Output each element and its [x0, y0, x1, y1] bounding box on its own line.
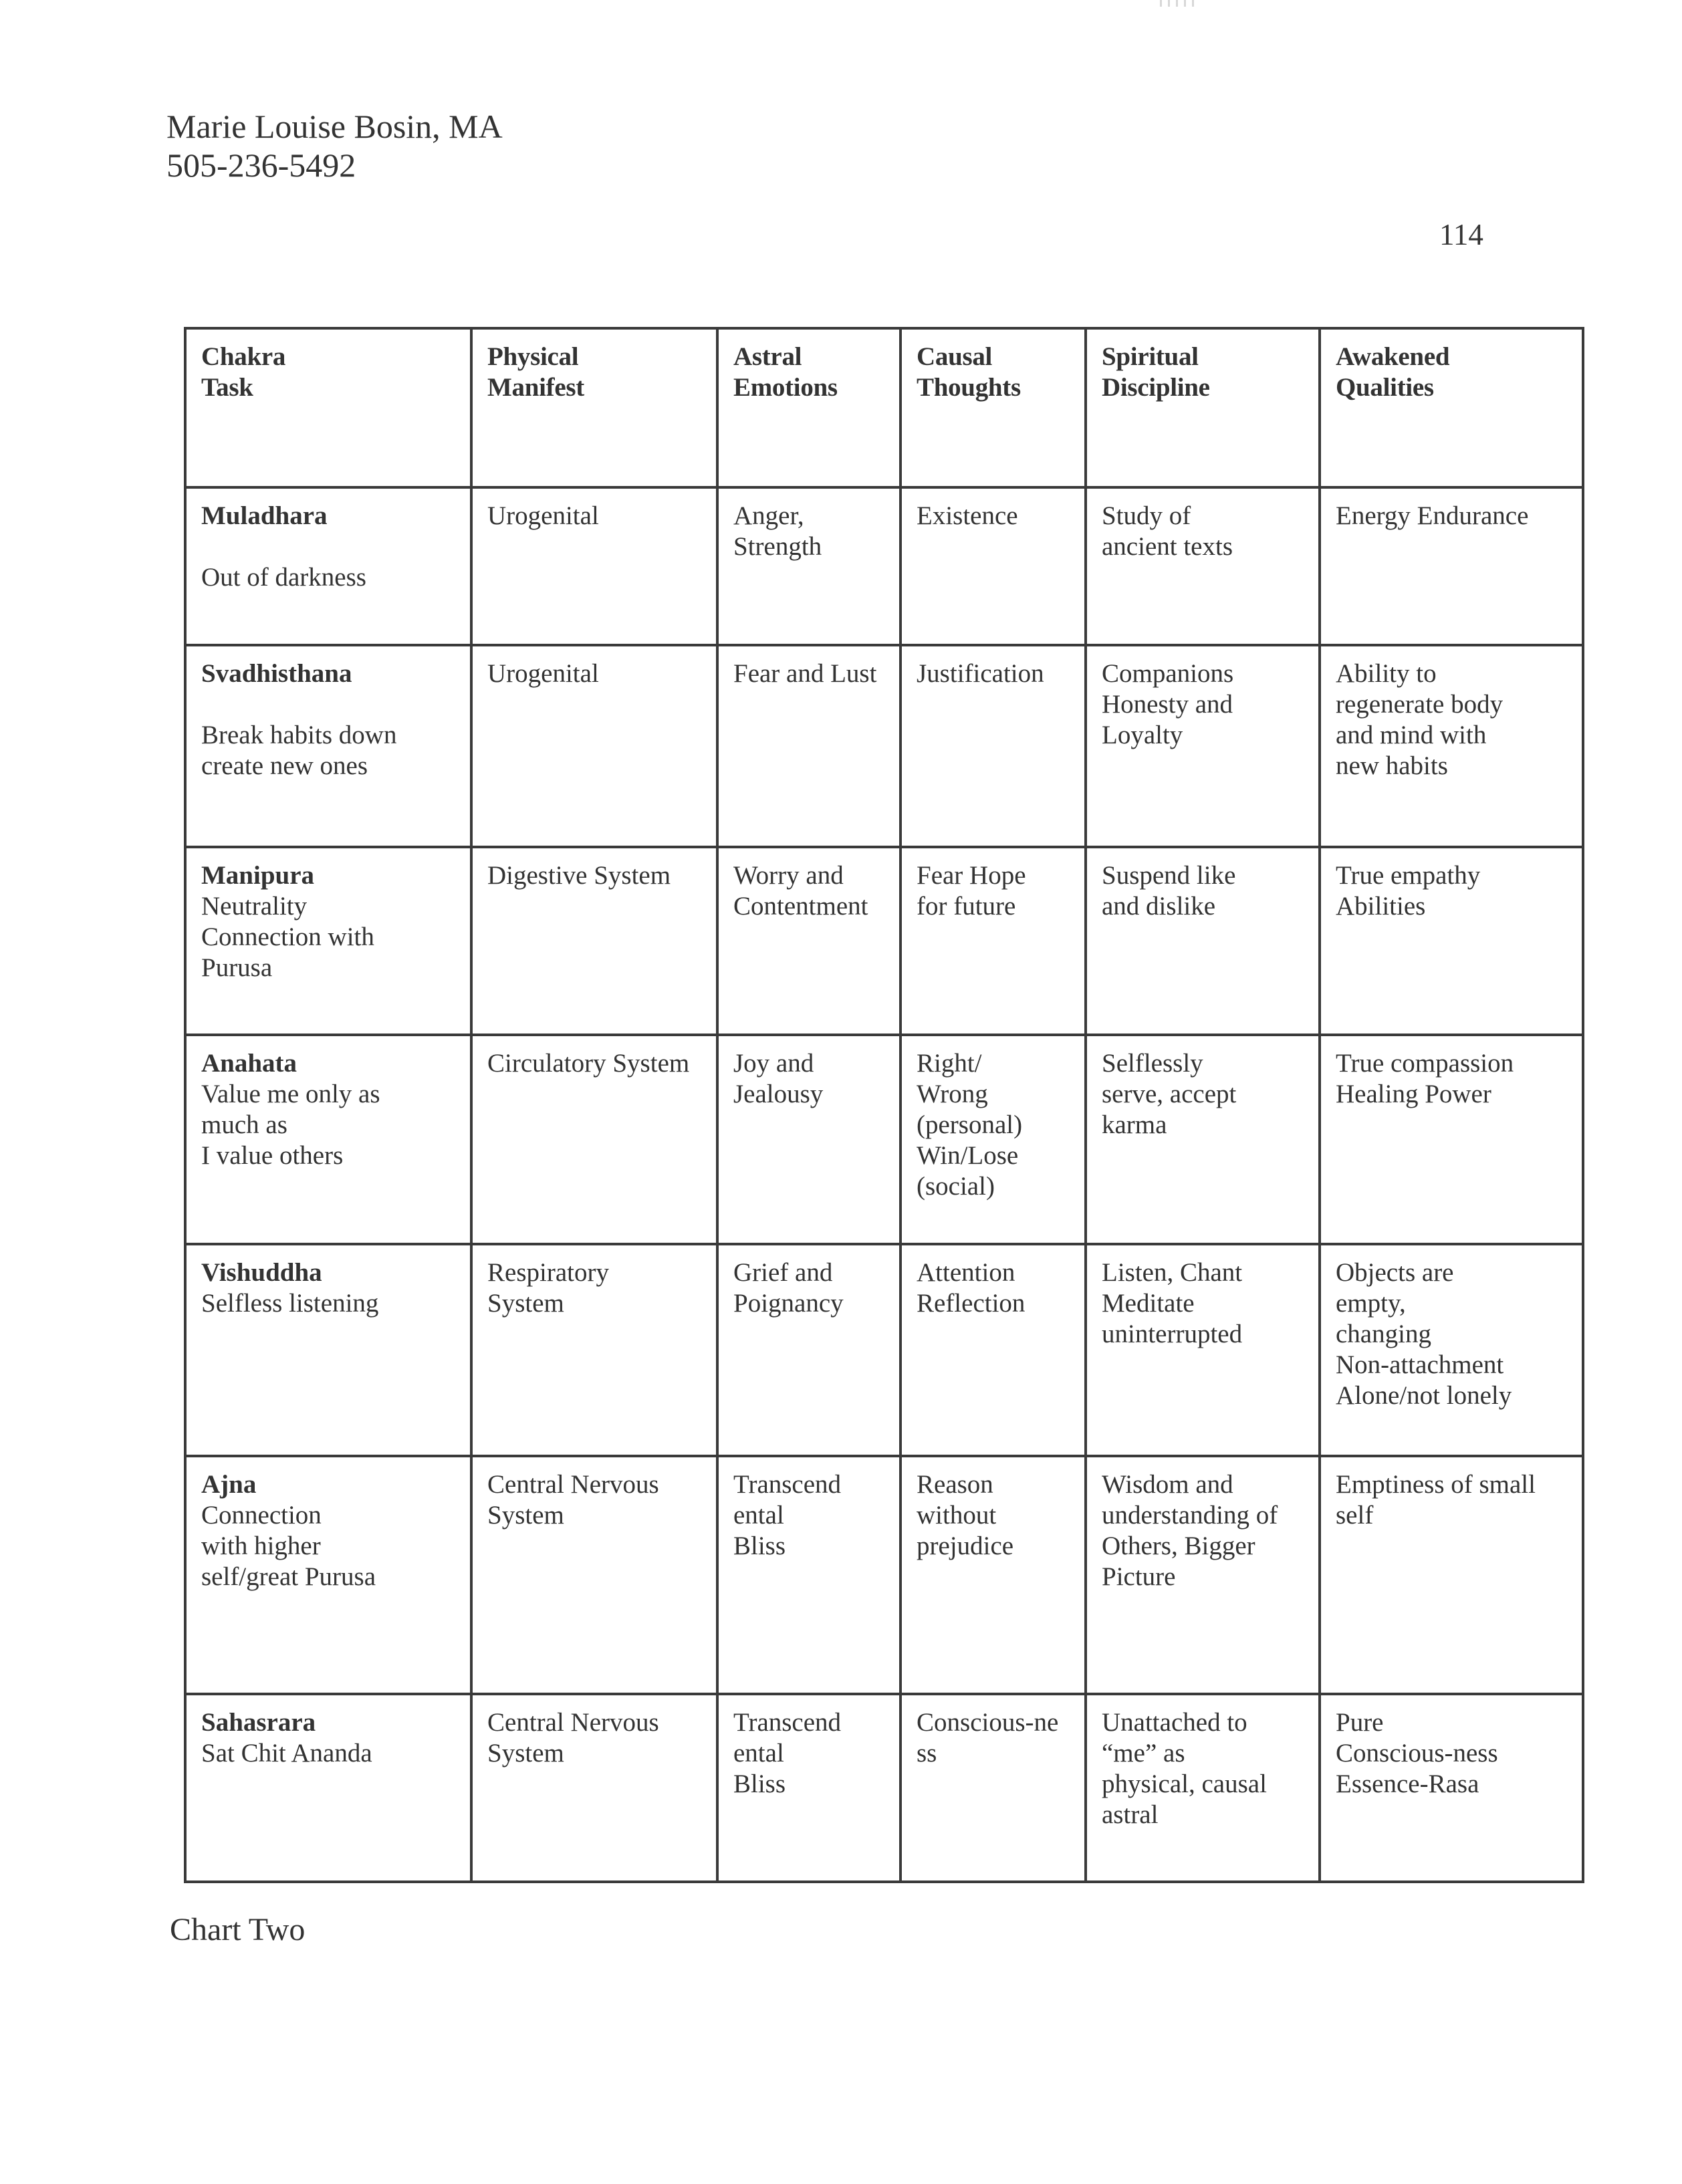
spacer	[201, 689, 457, 720]
column-header-causal-thoughts: Causal Thoughts	[900, 328, 1086, 487]
column-header-physical-manifest: Physical Manifest	[471, 328, 717, 487]
table-row	[185, 1694, 1583, 1882]
table-row	[185, 1035, 1583, 1244]
astral-emotions-cell: Worry and Contentment	[717, 847, 900, 1035]
table-row	[185, 487, 1583, 645]
causal-thoughts-cell: Fear Hope for future	[900, 847, 1086, 1035]
physical-manifest-cell: Digestive System	[471, 847, 717, 1035]
spiritual-discipline-cell: Listen, Chant Meditate uninterrupted	[1086, 1244, 1320, 1456]
spiritual-discipline-cell: Companions Honesty and Loyalty	[1086, 645, 1320, 847]
table-header-row	[185, 328, 1583, 487]
physical-manifest-cell: Urogenital	[471, 645, 717, 847]
astral-emotions-cell: Fear and Lust	[717, 645, 900, 847]
chakra-task: Neutrality Connection with Purusa	[201, 892, 374, 982]
awakened-qualities-cell: Ability to regenerate body and mind with new habits	[1320, 645, 1583, 847]
chart-caption: Chart Two	[170, 1912, 306, 1947]
spacer	[201, 531, 457, 562]
page-number: 114	[1439, 218, 1483, 251]
chakra-task-cell	[185, 1035, 471, 1244]
chakra-task-cell	[185, 847, 471, 1035]
physical-manifest-cell: Central Nervous System	[471, 1456, 717, 1694]
physical-manifest-cell: Central Nervous System	[471, 1694, 717, 1882]
chakra-task: Selfless listening	[201, 1289, 379, 1318]
astral-emotions-cell: Grief and Poignancy	[717, 1244, 900, 1456]
column-header-awakened-qualities: Awakened Qualities	[1320, 328, 1583, 487]
causal-thoughts-cell: Conscious-ne ss	[900, 1694, 1086, 1882]
awakened-qualities-cell: True compassion Healing Power	[1320, 1035, 1583, 1244]
spiritual-discipline-cell: Study of ancient texts	[1086, 487, 1320, 645]
chakra-task: Connection with higher self/great Purusa	[201, 1501, 376, 1591]
chakra-task-cell	[185, 645, 471, 847]
author-block	[166, 107, 503, 185]
chakra-name: Muladhara	[201, 501, 328, 530]
awakened-qualities-cell: Pure Conscious-ness Essence-Rasa	[1320, 1694, 1583, 1882]
causal-thoughts-cell: Attention Reflection	[900, 1244, 1086, 1456]
causal-thoughts-cell: Existence	[900, 487, 1086, 645]
table-row	[185, 1244, 1583, 1456]
astral-emotions-cell: Transcend ental Bliss	[717, 1694, 900, 1882]
physical-manifest-cell: Circulatory System	[471, 1035, 717, 1244]
chakra-name: Svadhisthana	[201, 659, 352, 688]
spiritual-discipline-cell: Unattached to “me” as physical, causal astral	[1086, 1694, 1320, 1882]
spiritual-discipline-cell: Wisdom and understanding of Others, Bigger Picture	[1086, 1456, 1320, 1694]
chakra-task: Sat Chit Ananda	[201, 1739, 372, 1768]
chakra-task-cell	[185, 1244, 471, 1456]
astral-emotions-cell: Anger, Strength	[717, 487, 900, 645]
chakra-name: Sahasrara	[201, 1708, 316, 1737]
causal-thoughts-cell: Right/ Wrong (personal) Win/Lose (social)	[900, 1035, 1086, 1244]
column-header-astral-emotions: Astral Emotions	[717, 328, 900, 487]
column-header-spiritual-discipline: Spiritual Discipline	[1086, 328, 1320, 487]
spiritual-discipline-cell: Suspend like and dislike	[1086, 847, 1320, 1035]
chakra-task-cell	[185, 487, 471, 645]
table-row	[185, 645, 1583, 847]
awakened-qualities-cell: Energy Endurance	[1320, 487, 1583, 645]
chakra-name: Ajna	[201, 1470, 257, 1499]
causal-thoughts-cell: Justification	[900, 645, 1086, 847]
awakened-qualities-cell: True empathy Abilities	[1320, 847, 1583, 1035]
causal-thoughts-cell: Reason without prejudice	[900, 1456, 1086, 1694]
chakra-task-cell	[185, 1694, 471, 1882]
chakra-table	[184, 327, 1584, 1883]
chakra-name: Manipura	[201, 861, 315, 890]
chakra-name: Vishuddha	[201, 1258, 322, 1287]
table-row	[185, 847, 1583, 1035]
chakra-task-cell	[185, 1456, 471, 1694]
chakra-task: Out of darkness	[201, 563, 366, 592]
astral-emotions-cell: Transcend ental Bliss	[717, 1456, 900, 1694]
physical-manifest-cell: Urogenital	[471, 487, 717, 645]
awakened-qualities-cell: Objects are empty, changing Non-attachment Alone/not lonely	[1320, 1244, 1583, 1456]
author-phone: 505-236-5492	[166, 146, 356, 184]
table-row	[185, 1456, 1583, 1694]
chakra-task: Value me only as much as I value others	[201, 1080, 380, 1170]
chakra-name: Anahata	[201, 1049, 297, 1078]
scan-artifact	[1160, 0, 1200, 7]
physical-manifest-cell: Respiratory System	[471, 1244, 717, 1456]
astral-emotions-cell: Joy and Jealousy	[717, 1035, 900, 1244]
awakened-qualities-cell: Emptiness of small self	[1320, 1456, 1583, 1694]
spiritual-discipline-cell: Selflessly serve, accept karma	[1086, 1035, 1320, 1244]
chakra-task: Break habits down create new ones	[201, 721, 397, 780]
column-header-chakra-task: Chakra Task	[185, 328, 471, 487]
author-name: Marie Louise Bosin, MA	[166, 108, 503, 145]
